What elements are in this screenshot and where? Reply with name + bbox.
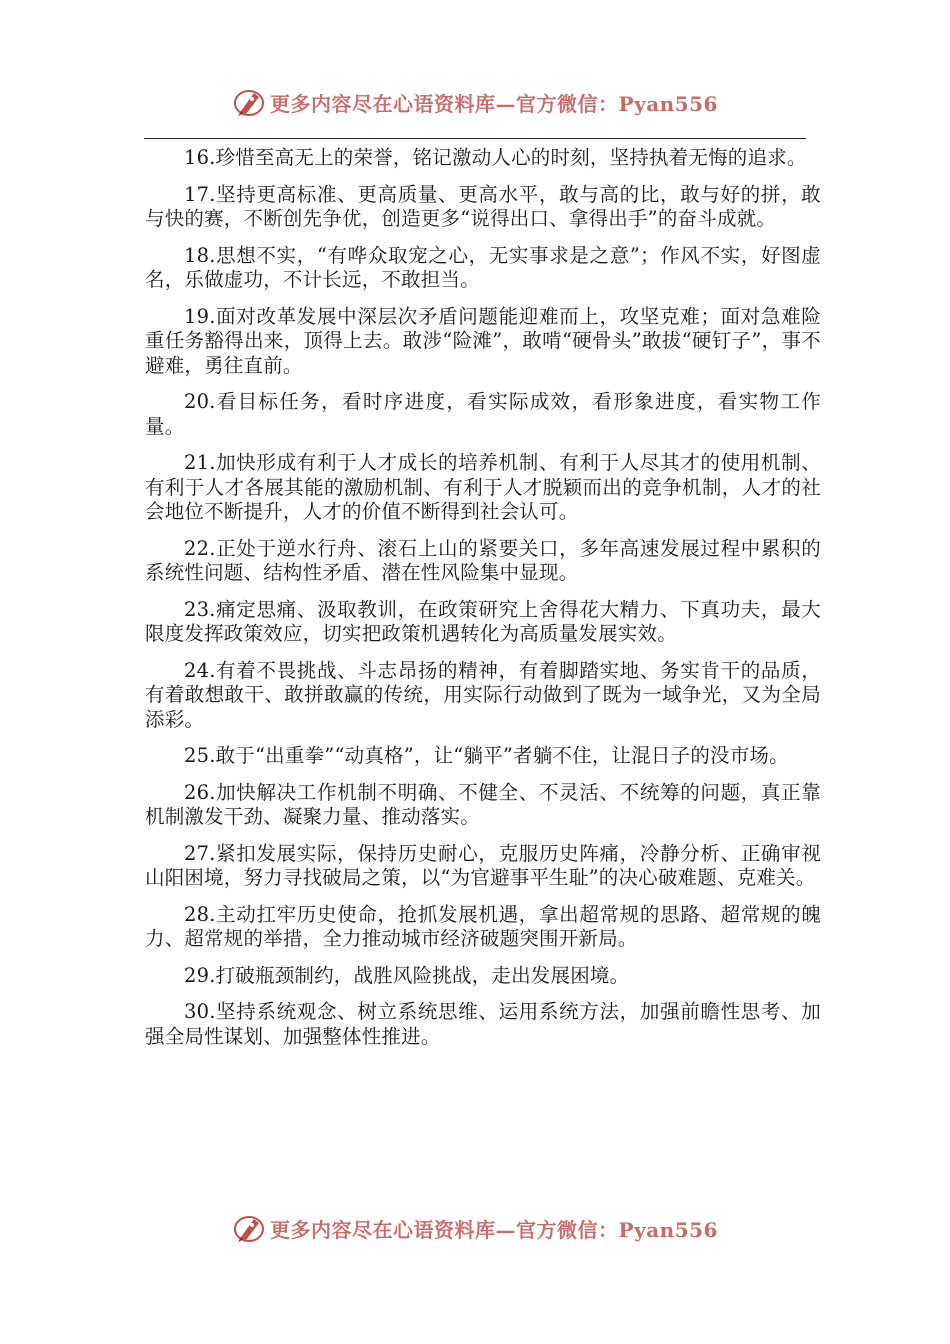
header-divider [144, 138, 806, 139]
list-item: 16.珍惜至高无上的荣誉，铭记激动人心的时刻，坚持执着无悔的追求。 [184, 146, 807, 169]
footer-banner-text: 更多内容尽在心语资料库—官方微信：Pyan556 [270, 1217, 718, 1242]
list-item: 30.坚持系统观念、树立系统思维、运用系统方法，加强前瞻性思考、加强全局性谋划、加强整体性推进。 [145, 1000, 821, 1048]
list-item: 22.正处于逆水行舟、滚石上山的紧要关口，多年高速发展过程中累积的系统性问题、结构性矛盾、潜在性风险集中显现。 [145, 536, 821, 584]
list-item: 17.坚持更高标准、更高质量、更高水平，敢与高的比，敢与好的拼，敢与快的赛，不断创先争优，创造更多“说得出口、拿得出手”的奋斗成就。 [145, 182, 821, 230]
list-item: 28.主动扛牢历史使命，抢抓发展机遇，拿出超常规的思路、超常规的魄力、超常规的举措，全力推动城市经济破题突围开新局。 [145, 902, 821, 950]
header-banner [0, 82, 950, 122]
list-item: 24.有着不畏挑战、斗志昂扬的精神，有着脚踏实地、务实肯干的品质，有着敢想敢干、敢拼敢赢的传统，用实际行动做到了既为一域争光，又为全局添彩。 [145, 658, 821, 731]
list-item: 20.看目标任务，看时序进度，看实际成效，看形象进度，看实物工作量。 [145, 390, 821, 438]
pen-nib-logo-icon [232, 85, 266, 119]
document-body [145, 146, 821, 1061]
footer-banner [0, 1208, 950, 1248]
list-item: 18.思想不实，“有哗众取宠之心，无实事求是之意”；作风不实，好图虚名，乐做虚功，不计长远，不敢担当。 [145, 243, 821, 291]
list-item: 26.加快解决工作机制不明确、不健全、不灵活、不统筹的问题，真正靠机制激发干劲、凝聚力量、推动落实。 [145, 780, 821, 828]
list-item: 25.敢于“出重拳”“动真格”，让“躺平”者躺不住，让混日子的没市场。 [184, 744, 789, 767]
header-banner-text: 更多内容尽在心语资料库—官方微信：Pyan556 [270, 91, 718, 116]
list-item: 23.痛定思痛、汲取教训，在政策研究上舍得花大精力、下真功夫，最大限度发挥政策效应，切实把政策机遇转化为高质量发展实效。 [145, 597, 821, 645]
pen-nib-logo-icon [232, 1211, 266, 1245]
list-item: 21.加快形成有利于人才成长的培养机制、有利于人尽其才的使用机制、有利于人才各展其能的激励机制、有利于人才脱颖而出的竞争机制，人才的社会地位不断提升，人才的价值不断得到社会认可。 [145, 451, 821, 523]
list-item: 29.打破瓶颈制约，战胜风险挑战，走出发展困境。 [184, 963, 630, 987]
list-item: 27.紧扣发展实际，保持历史耐心，克服历史阵痛，冷静分析、正确审视山阳困境，努力寻找破局之策，以“为官避事平生耻”的决心破难题、克难关。 [145, 841, 821, 889]
list-item: 19.面对改革发展中深层次矛盾问题能迎难而上，攻坚克难；面对急难险重任务豁得出来，顶得上去。敢涉“险滩”，敢啃“硬骨头”敢拔“硬钉子”，事不避难，勇往直前。 [145, 304, 821, 377]
